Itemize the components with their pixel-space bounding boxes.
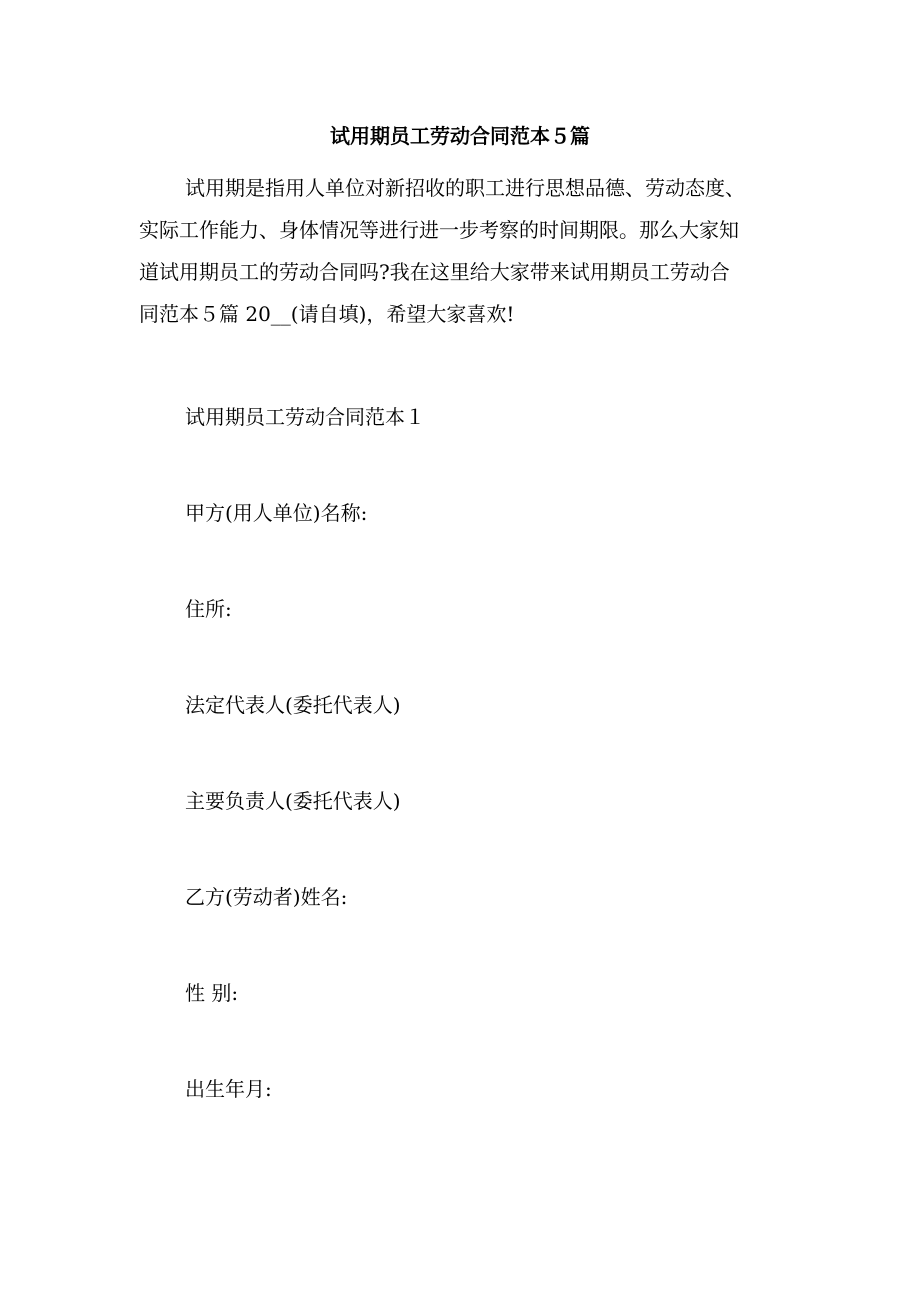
intro-paragraph: [139, 167, 809, 335]
section-heading: 试用期员工劳动合同范本１: [185, 405, 425, 429]
intro-line: 道试用期员工的劳动合同吗?我在这里给大家带来试用期员工劳动合: [139, 260, 730, 284]
address-field: 住所:: [185, 597, 232, 621]
document-title: 试用期员工劳动合同范本５篇: [330, 124, 590, 148]
intro-line: 同范本５篇 20__(请自填)，希望大家喜欢!: [139, 302, 515, 326]
intro-line: 实际工作能力、身体情况等进行进一步考察的时间期限。那么大家知: [139, 218, 739, 242]
intro-line: 试用期是指用人单位对新招收的职工进行思想品德、劳动态度、: [185, 176, 745, 200]
party-b-name-field: 乙方(劳动者)姓名:: [185, 885, 348, 909]
principal-field: 主要负责人(委托代表人): [185, 789, 401, 813]
gender-field: 性 别:: [185, 981, 239, 1005]
birth-date-field: 出生年月:: [185, 1077, 272, 1101]
party-a-name-field: 甲方(用人单位)名称:: [185, 501, 368, 525]
legal-representative-field: 法定代表人(委托代表人): [185, 693, 401, 717]
